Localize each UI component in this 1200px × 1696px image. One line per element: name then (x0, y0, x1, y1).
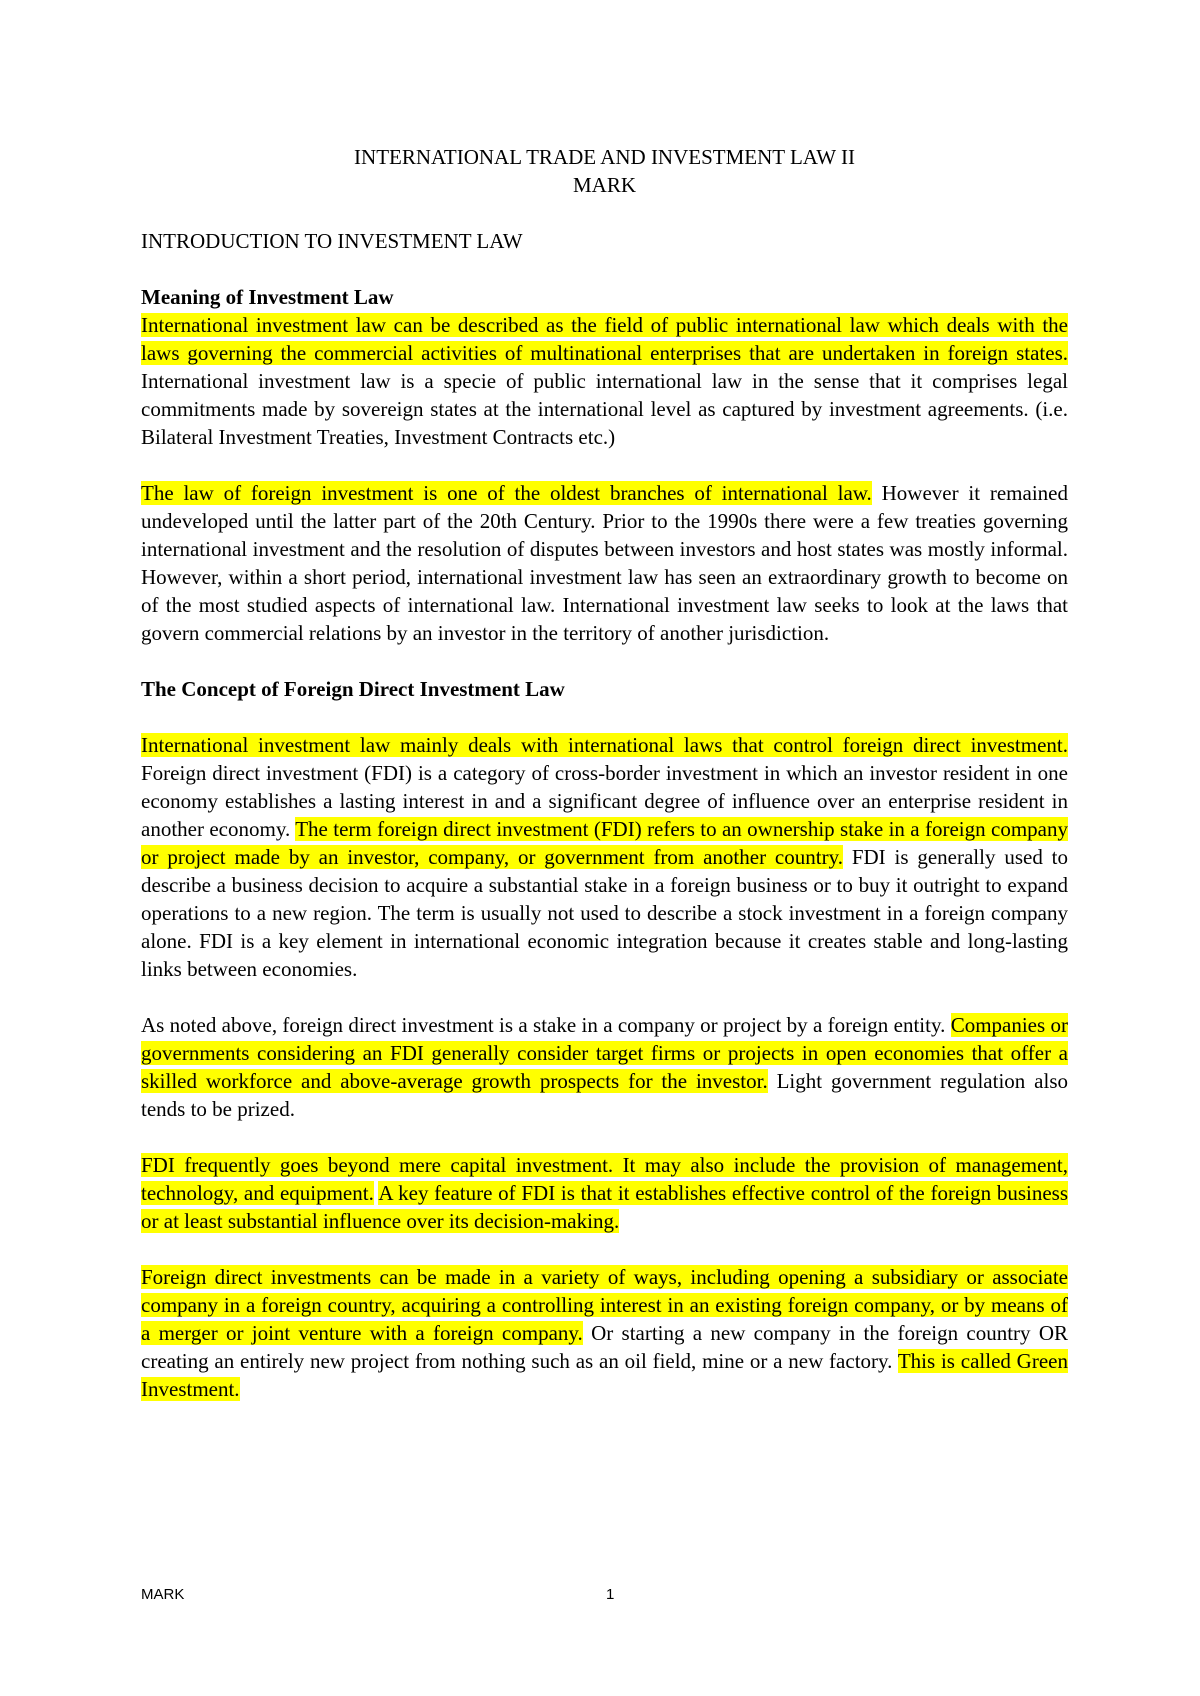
paragraph-text: Or starting a new company in the foreign country OR creating an entirely new project from nothing such as an oil field, mine or a new factory. (141, 1321, 1069, 1373)
paragraph-text: FDI is generally used to describe a business decision to acquire a substantial stake in a foreign business or to buy it outright to expand operations to a new region. The term is usually not used to describe a stock investment in a foreign company alone. FDI is a key element in international economic integration because it creates stable and long-lasting links between economies. (141, 845, 1068, 981)
paragraph-text: As noted above, foreign direct investment is a stake in a company or project by a foreign entity. (141, 1013, 951, 1037)
document-body (141, 143, 1068, 1403)
paragraph-text: However it remained undeveloped until the latter part of the 20th Century. Prior to the 1990s there were a few treaties governing international investment and the resolution of disputes between investors and host states was mostly informal. However, within a short period, international investment law has seen an extraordinary growth to become on of the most studied aspects of international law. International investment law seeks to look at the laws that govern commercial relations by an investor in the territory of another jurisdiction. (141, 481, 1068, 645)
paragraph-history (141, 479, 1068, 647)
highlighted-text: This is called Green Investment. (141, 1349, 1068, 1401)
highlighted-text: Foreign direct investments can be made in a variety of ways, including opening a subsidiary or associate company in a foreign country, acquiring a controlling interest in an existing foreign company, or by means of a merger or joint venture with a foreign company. (141, 1265, 1068, 1345)
highlighted-text: The term foreign direct investment (FDI) refers to an ownership stake in a foreign company or project made by an investor, company, or government from another country. (141, 817, 1068, 869)
paragraph-fdi-stake (141, 1011, 1068, 1123)
paragraph-text: International investment law is a specie of public international law in the sense that it comprises legal commitments made by sovereign states at the international level as captured by investment agreements. (i.e. Bilateral Investment Treaties, Investment Contracts etc.) (141, 369, 1068, 449)
highlighted-text: International investment law mainly deals with international laws that control foreign direct investment. (141, 733, 1068, 757)
highlighted-text: The law of foreign investment is one of the oldest branches of international law. (141, 481, 872, 505)
document-title-line2: MARK (572, 173, 636, 197)
highlighted-text: Companies or governments considering an FDI generally consider target firms or projects in open economies that offer a skilled workforce and above-average growth prospects for the investor. (141, 1013, 1069, 1093)
paragraph-fdi-ways (141, 1263, 1068, 1403)
document-title-line1: INTERNATIONAL TRADE AND INVESTMENT LAW II (354, 145, 855, 169)
paragraph-text: Foreign direct investment (FDI) is a category of cross-border investment in which an investor resident in one economy establishes a lasting interest in and a significant degree of influence over an enterprise resident in another economy. (141, 761, 1068, 841)
highlighted-text: A key feature of FDI is that it establishes effective control of the foreign business or at least substantial influence over its decision-making. (141, 1181, 1068, 1233)
concept-heading: The Concept of Foreign Direct Investment Law (141, 677, 565, 701)
meaning-heading: Meaning of Investment Law (141, 285, 394, 309)
paragraph-meaning (141, 311, 1068, 451)
paragraph-fdi-beyond (141, 1151, 1068, 1235)
footer-author: MARK (141, 1586, 185, 1603)
paragraph-text: Light government regulation also tends to be prized. (141, 1069, 1068, 1121)
highlighted-text: FDI frequently goes beyond mere capital investment. It may also include the provision of management, technology, and equipment. (141, 1153, 1068, 1205)
paragraph-fdi-definition (141, 731, 1068, 983)
highlighted-text: International investment law can be described as the field of public international law which deals with the laws governing the commercial activities of multinational enterprises that are undertaken in foreign states. (141, 313, 1068, 365)
footer-page-number: 1 (606, 1586, 615, 1603)
section-heading: INTRODUCTION TO INVESTMENT LAW (141, 229, 523, 253)
